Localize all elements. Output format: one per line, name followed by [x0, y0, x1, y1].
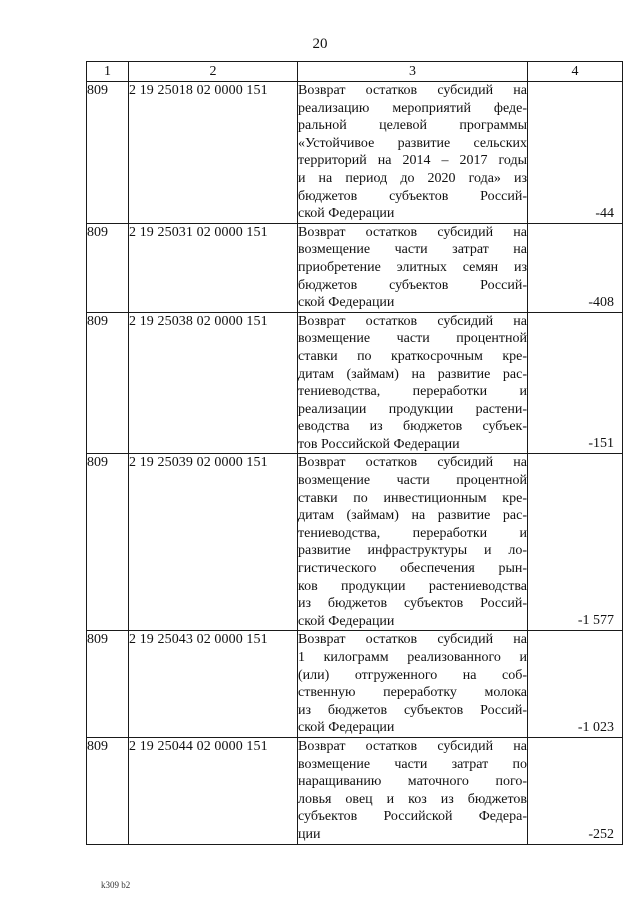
income-name-line: приобретение элитных семян из — [298, 259, 527, 275]
table-row — [87, 631, 623, 738]
budget-code-cell: 2 19 25038 02 0000 151 — [129, 312, 298, 454]
income-name-line: гистического обеспечения рын- — [298, 561, 527, 577]
table-row — [87, 312, 623, 454]
income-name-cell — [298, 454, 528, 631]
income-name-line: Возврат остатков субсидий на — [298, 455, 527, 471]
income-name-line: из бюджетов субъектов Россий- — [298, 596, 527, 612]
income-name-line: ловья овец и коз из бюджетов — [298, 791, 527, 807]
amount-cell — [528, 82, 623, 224]
income-name-cell — [298, 737, 528, 844]
income-name-line: Возврат остатков субсидий на — [298, 738, 527, 754]
income-name-line: тениеводства, переработки и — [298, 384, 527, 400]
amount-value: -408 — [588, 294, 614, 310]
admin-code-cell: 809 — [87, 82, 129, 224]
income-name-line: территорий на 2014 – 2017 годы — [298, 153, 527, 169]
budget-code-cell: 2 19 25018 02 0000 151 — [129, 82, 298, 224]
table-row — [87, 82, 623, 224]
admin-code-cell: 809 — [87, 223, 129, 312]
budget-code-cell: 2 19 25039 02 0000 151 — [129, 454, 298, 631]
admin-code-cell: 809 — [87, 312, 129, 454]
income-name-line: ральной целевой программы — [298, 118, 527, 134]
income-name-line: ской Федерации — [298, 613, 395, 629]
income-name-line: ской Федерации — [298, 206, 395, 222]
amount-value: -1 577 — [577, 613, 614, 629]
income-name-line: ской Федерации — [298, 295, 395, 311]
amount-cell — [528, 223, 623, 312]
budget-code-cell: 2 19 25044 02 0000 151 — [129, 737, 298, 844]
income-name-line: дитам (займам) на развитие рас- — [298, 366, 527, 382]
income-name-line: ственную переработку молока — [298, 685, 527, 701]
column-header-3: 3 — [298, 62, 528, 82]
table-row — [87, 454, 623, 631]
income-name-line: бюджетов субъектов Россий- — [298, 188, 527, 204]
income-name-line: реализацию мероприятий феде- — [298, 100, 527, 116]
income-name-line: еводства из бюджетов субъек- — [298, 419, 527, 435]
table-body — [87, 62, 623, 845]
income-name-line: Возврат остатков субсидий на — [298, 632, 527, 648]
income-name-line: Возврат остатков субсидий на — [298, 313, 527, 329]
income-name-line: ков продукции растениеводства — [298, 578, 527, 594]
income-name-line: возмещение части процентной — [298, 473, 527, 489]
income-name-line: и на период до 2020 года» из — [298, 170, 527, 186]
table-row — [87, 223, 623, 312]
footer-code: k309 b2 — [101, 880, 131, 890]
income-name-line: ставки по инвестиционным кре- — [298, 490, 527, 506]
income-name-line: дитам (займам) на развитие рас- — [298, 508, 527, 524]
income-name-line: тов Российской Федерации — [298, 436, 460, 452]
admin-code-cell: 809 — [87, 737, 129, 844]
table-header-row — [87, 62, 623, 82]
income-name-line: наращиванию маточного пого- — [298, 774, 527, 790]
admin-code-cell: 809 — [87, 631, 129, 738]
income-name-line: бюджетов субъектов Россий- — [298, 277, 527, 293]
income-name-line: ции — [298, 826, 321, 842]
column-header-1: 1 — [87, 62, 129, 82]
amount-cell — [528, 454, 623, 631]
table-row — [87, 737, 623, 844]
amount-cell — [528, 631, 623, 738]
income-name-cell — [298, 312, 528, 454]
income-name-cell — [298, 223, 528, 312]
amount-value: -1 023 — [577, 719, 614, 735]
budget-code-cell: 2 19 25031 02 0000 151 — [129, 223, 298, 312]
admin-code-cell: 809 — [87, 454, 129, 631]
income-name-line: реализации продукции растени- — [298, 401, 527, 417]
budget-table — [86, 61, 623, 845]
income-name-line: возмещение части процентной — [298, 331, 527, 347]
income-name-line: 1 килограмм реализованного и — [298, 650, 527, 665]
income-name-cell — [298, 631, 528, 738]
column-header-4: 4 — [528, 62, 623, 82]
income-name-line: тениеводства, переработки и — [298, 525, 527, 541]
amount-cell — [528, 737, 623, 844]
amount-value: -44 — [595, 205, 614, 221]
income-name-line: (или) отгруженного на соб- — [298, 667, 527, 683]
amount-value: -151 — [588, 436, 614, 452]
income-name-line: из бюджетов субъектов Россий- — [298, 702, 527, 718]
income-name-cell — [298, 82, 528, 224]
income-name-line: ской Федерации — [298, 720, 395, 736]
income-name-line: «Устойчивое развитие сельских — [298, 135, 527, 151]
income-name-line: Возврат остатков субсидий на — [298, 224, 527, 240]
income-name-line: субъектов Российской Федера- — [298, 809, 527, 825]
amount-cell — [528, 312, 623, 454]
income-name-line: развитие инфраструктуры и ло- — [298, 543, 527, 559]
income-name-line: возмещение части затрат на — [298, 242, 527, 258]
budget-code-cell: 2 19 25043 02 0000 151 — [129, 631, 298, 738]
page-number: 20 — [312, 36, 328, 52]
income-name-line: возмещение части затрат по — [298, 756, 527, 772]
income-name-line: Возврат остатков субсидий на — [298, 83, 527, 98]
income-name-line: ставки по краткосрочным кре- — [298, 348, 527, 364]
amount-value: -252 — [588, 826, 614, 842]
column-header-2: 2 — [129, 62, 298, 82]
